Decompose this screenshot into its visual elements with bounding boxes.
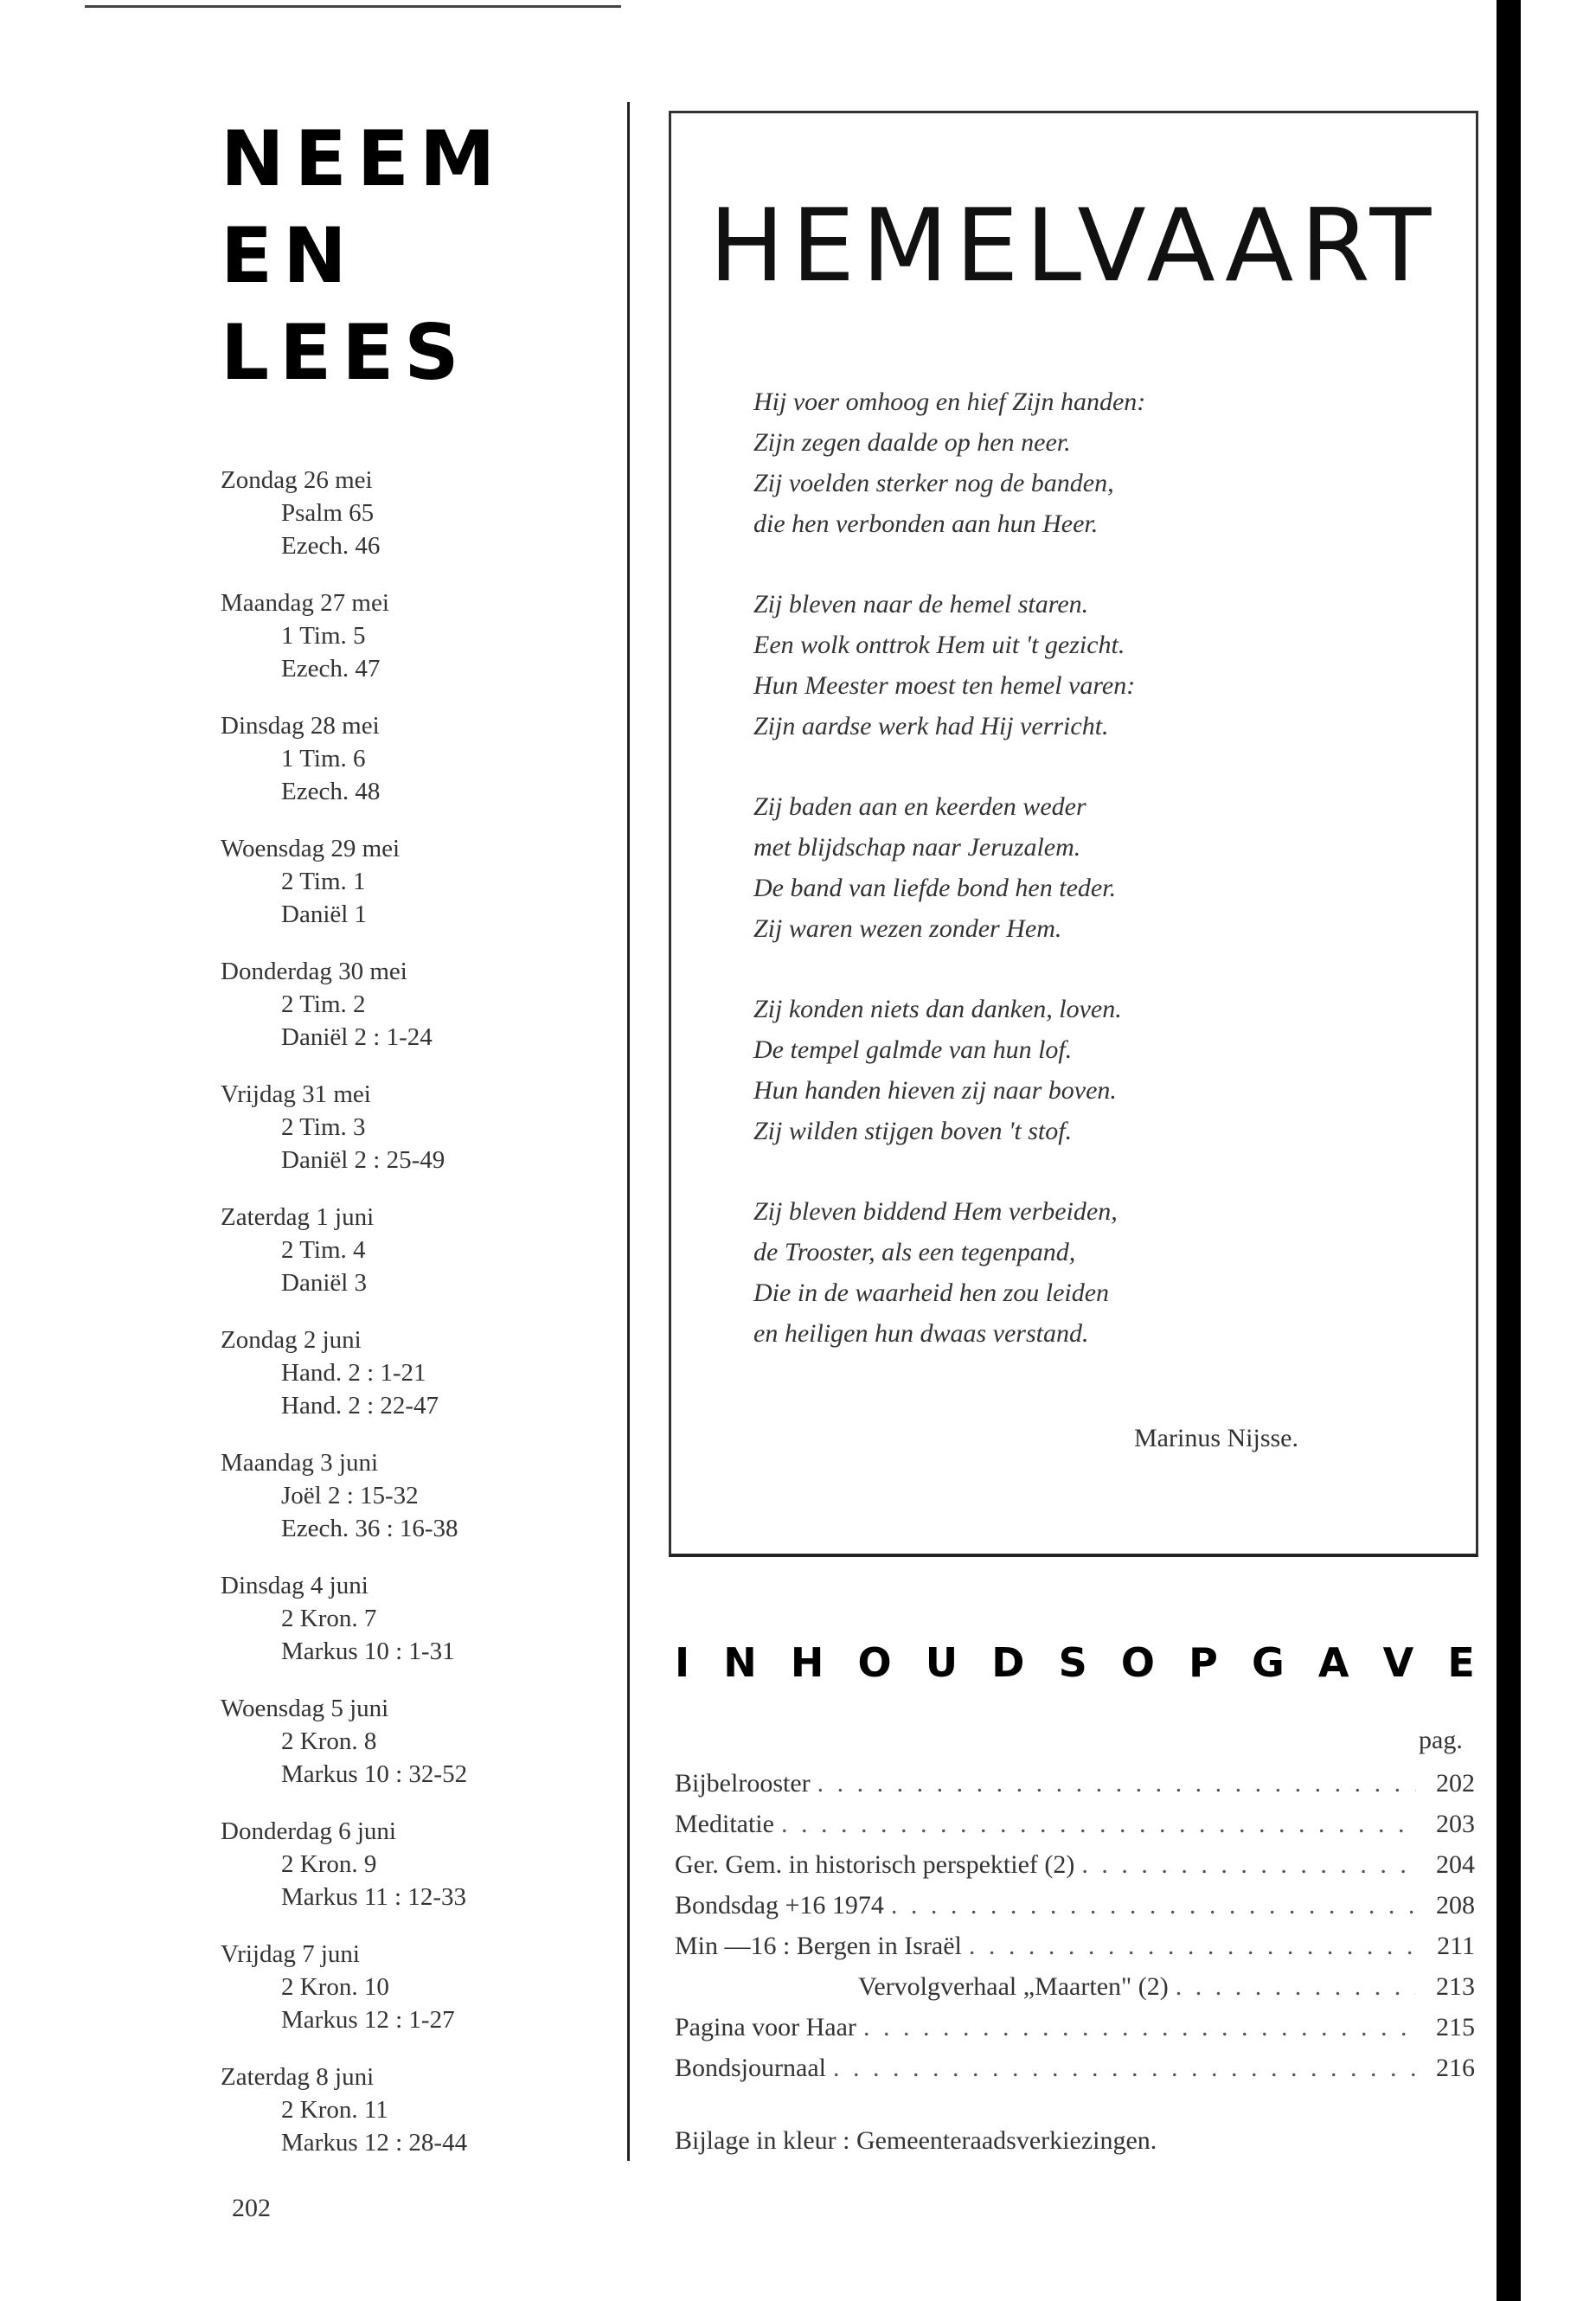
leader-dots — [817, 1769, 1416, 1798]
poem-line: Zij waren wezen zonder Hem. — [753, 914, 1062, 943]
stanza — [753, 1191, 1428, 1354]
poem-line: Hun Meester moest ten hemel varen: — [753, 671, 1136, 700]
entry-page: 213 — [1436, 1972, 1475, 2001]
entry-title: Min —16 : Bergen in Israël — [675, 1932, 962, 1960]
schedule-day — [221, 1938, 601, 2061]
day-label: Zaterdag 8 juni — [221, 2063, 375, 2091]
day-label: Zaterdag 1 juni — [221, 1203, 375, 1231]
day-label: Dinsdag 4 juni — [221, 1572, 369, 1599]
leader-dots — [891, 1891, 1416, 1920]
schedule-day — [221, 1692, 601, 1815]
day-label: Woensdag 29 mei — [221, 835, 401, 862]
poem-line: Zijn aardse werk had Hij verricht. — [753, 712, 1109, 740]
entry-title: Meditatie — [675, 1810, 774, 1838]
schedule-day — [221, 709, 601, 832]
stanza — [753, 584, 1428, 747]
schedule-day — [221, 2061, 601, 2183]
contents-entry — [675, 1810, 1475, 1850]
leader-dots — [833, 2054, 1416, 2083]
contents-entry — [675, 2054, 1475, 2094]
entry-title: Ger. Gem. in historisch perspektief (2) — [675, 1850, 1075, 1879]
reading: 2 Kron. 9 — [281, 1850, 377, 1878]
title-letter: H — [790, 1639, 824, 1686]
entry-title: Vervolgverhaal „Maarten" (2) — [858, 1972, 1169, 2001]
entry-title: Pagina voor Haar — [675, 2013, 856, 2041]
title-letter: V — [1382, 1639, 1414, 1686]
day-label: Donderdag 6 juni — [221, 1817, 396, 1845]
title-letter: P — [1189, 1639, 1218, 1686]
schedule-day — [221, 464, 601, 586]
reading: Hand. 2 : 1-21 — [281, 1359, 426, 1387]
reading: 2 Kron. 7 — [281, 1605, 377, 1632]
schedule-day — [221, 1815, 601, 1938]
poem-line: Zij baden aan en keerden weder — [753, 792, 1086, 821]
supplement-note: Bijlage in kleur : Gemeenteraadsverkiezingen. — [675, 2126, 1157, 2155]
title-letter: I — [675, 1639, 690, 1686]
schedule-day — [221, 832, 601, 955]
reading: 2 Tim. 2 — [281, 990, 366, 1018]
stanza — [753, 989, 1428, 1151]
stanza — [753, 786, 1428, 949]
entry-page: 202 — [1436, 1769, 1475, 1798]
contents-entry — [675, 1972, 1475, 2013]
leader-dots — [781, 1810, 1416, 1839]
day-label: Zondag 2 juni — [221, 1326, 362, 1354]
top-rule — [85, 5, 621, 8]
poem-line: en heiligen hun dwaas verstand. — [753, 1319, 1089, 1348]
day-label: Zondag 26 mei — [221, 466, 373, 494]
contents-entry — [675, 2013, 1475, 2054]
reading: Daniël 2 : 25-49 — [281, 1146, 445, 1174]
contents-entry — [675, 1850, 1475, 1891]
schedule-day — [221, 1201, 601, 1324]
reading: Ezech. 47 — [281, 655, 381, 683]
page-edge-bar — [1497, 0, 1521, 2301]
contents-pag-label: pag. — [1419, 1726, 1463, 1754]
poem-line: met blijdschap naar Jeruzalem. — [753, 833, 1081, 862]
day-label: Donderdag 30 mei — [221, 958, 407, 985]
schedule-day — [221, 1446, 601, 1569]
reading: Daniël 3 — [281, 1269, 368, 1297]
poem-line: De tempel galmde van hun lof. — [753, 1035, 1073, 1064]
title-letter: E — [1447, 1639, 1475, 1686]
reading: 2 Kron. 8 — [281, 1727, 377, 1755]
poem-line: Zij voelden sterker nog de banden, — [753, 469, 1114, 497]
reading: Ezech. 46 — [281, 532, 381, 560]
reading: 2 Tim. 1 — [281, 868, 366, 895]
entry-page: 203 — [1436, 1810, 1475, 1838]
title-letter: G — [1252, 1639, 1285, 1686]
reading: 2 Kron. 11 — [281, 2096, 388, 2124]
title-letter: O — [857, 1639, 892, 1686]
contents-entry — [675, 1932, 1475, 1972]
reading: Markus 12 : 28-44 — [281, 2129, 468, 2157]
entry-page: 211 — [1437, 1932, 1475, 1960]
reading: Hand. 2 : 22-47 — [281, 1392, 439, 1420]
day-label: Woensdag 5 juni — [221, 1695, 389, 1722]
poem-body — [753, 381, 1428, 1394]
poem-title: HEMELVAART — [708, 188, 1439, 304]
reading: 2 Tim. 4 — [281, 1236, 366, 1264]
page-number: 202 — [232, 2194, 271, 2222]
poem-line: Zij konden niets dan danken, loven. — [753, 995, 1122, 1023]
schedule-day — [221, 586, 601, 709]
stanza — [753, 381, 1428, 544]
day-label: Maandag 3 juni — [221, 1449, 379, 1477]
title-letter: N — [723, 1639, 757, 1686]
reading: Daniël 1 — [281, 901, 368, 928]
poem-line: Zij bleven biddend Hem verbeiden, — [753, 1197, 1118, 1226]
reading: Ezech. 48 — [281, 778, 381, 805]
entry-title: Bondsdag +16 1974 — [675, 1891, 884, 1920]
entry-page: 208 — [1436, 1891, 1475, 1920]
leader-dots — [1081, 1850, 1416, 1880]
reading: Daniël 2 : 1-24 — [281, 1023, 433, 1051]
poem-line: Die in de waarheid hen zou leiden — [753, 1279, 1110, 1307]
day-label: Maandag 27 mei — [221, 589, 389, 617]
title-line: LEES — [221, 308, 470, 397]
poem-author: Marinus Nijsse. — [1134, 1424, 1298, 1452]
poem-line: de Trooster, als een tegenpand, — [753, 1238, 1076, 1266]
poem-line: die hen verbonden aan hun Heer. — [753, 510, 1099, 538]
schedule-day — [221, 1569, 601, 1692]
poem-line: Hij voer omhoog en hief Zijn handen: — [753, 388, 1146, 416]
contents-entry — [675, 1891, 1475, 1932]
contents-title — [675, 1639, 1475, 1686]
leader-dots — [1176, 1972, 1416, 2002]
reading: Markus 10 : 1-31 — [281, 1638, 455, 1665]
reading: Psalm 65 — [281, 499, 375, 527]
entry-page: 215 — [1436, 2013, 1475, 2041]
reading: Ezech. 36 : 16-38 — [281, 1515, 458, 1542]
poem-line: Zij bleven naar de hemel staren. — [753, 590, 1089, 619]
column-divider — [627, 102, 630, 2161]
reading: 2 Kron. 10 — [281, 1973, 389, 2001]
neem-en-lees-title — [221, 111, 505, 401]
reading: Joël 2 : 15-32 — [281, 1482, 419, 1509]
schedule-day — [221, 1078, 601, 1201]
day-label: Vrijdag 31 mei — [221, 1080, 371, 1108]
reading: 1 Tim. 5 — [281, 622, 366, 650]
contents-list — [675, 1769, 1475, 2094]
reading-schedule — [221, 464, 601, 2183]
reading: 1 Tim. 6 — [281, 745, 366, 772]
poem-line: Hun handen hieven zij naar boven. — [753, 1076, 1117, 1105]
entry-title: Bijbelrooster — [675, 1769, 811, 1798]
reading: 2 Tim. 3 — [281, 1113, 366, 1141]
schedule-day — [221, 955, 601, 1078]
title-letter: D — [991, 1639, 1025, 1686]
entry-page: 216 — [1436, 2054, 1475, 2082]
leader-dots — [969, 1932, 1416, 1961]
reading: Markus 11 : 12-33 — [281, 1883, 466, 1911]
title-letter: A — [1317, 1639, 1349, 1686]
leader-dots — [863, 2013, 1416, 2042]
title-line: EN — [221, 211, 357, 300]
poem-box — [669, 111, 1478, 1557]
schedule-day — [221, 1324, 601, 1446]
poem-line: Zijn zegen daalde op hen neer. — [753, 428, 1071, 457]
day-label: Vrijdag 7 juni — [221, 1940, 360, 1968]
poem-line: Zij wilden stijgen boven 't stof. — [753, 1117, 1073, 1145]
reading: Markus 12 : 1-27 — [281, 2006, 455, 2034]
title-letter: O — [1120, 1639, 1156, 1686]
entry-page: 204 — [1436, 1850, 1475, 1879]
title-letter: U — [925, 1639, 958, 1686]
day-label: Dinsdag 28 mei — [221, 712, 380, 740]
title-letter: S — [1058, 1639, 1087, 1686]
reading: Markus 10 : 32-52 — [281, 1760, 468, 1788]
poem-line: De band van liefde bond hen teder. — [753, 874, 1117, 902]
title-line: NEEM — [221, 114, 506, 203]
entry-title: Bondsjournaal — [675, 2054, 826, 2082]
poem-line: Een wolk onttrok Hem uit 't gezicht. — [753, 631, 1125, 659]
contents-entry — [675, 1769, 1475, 1810]
